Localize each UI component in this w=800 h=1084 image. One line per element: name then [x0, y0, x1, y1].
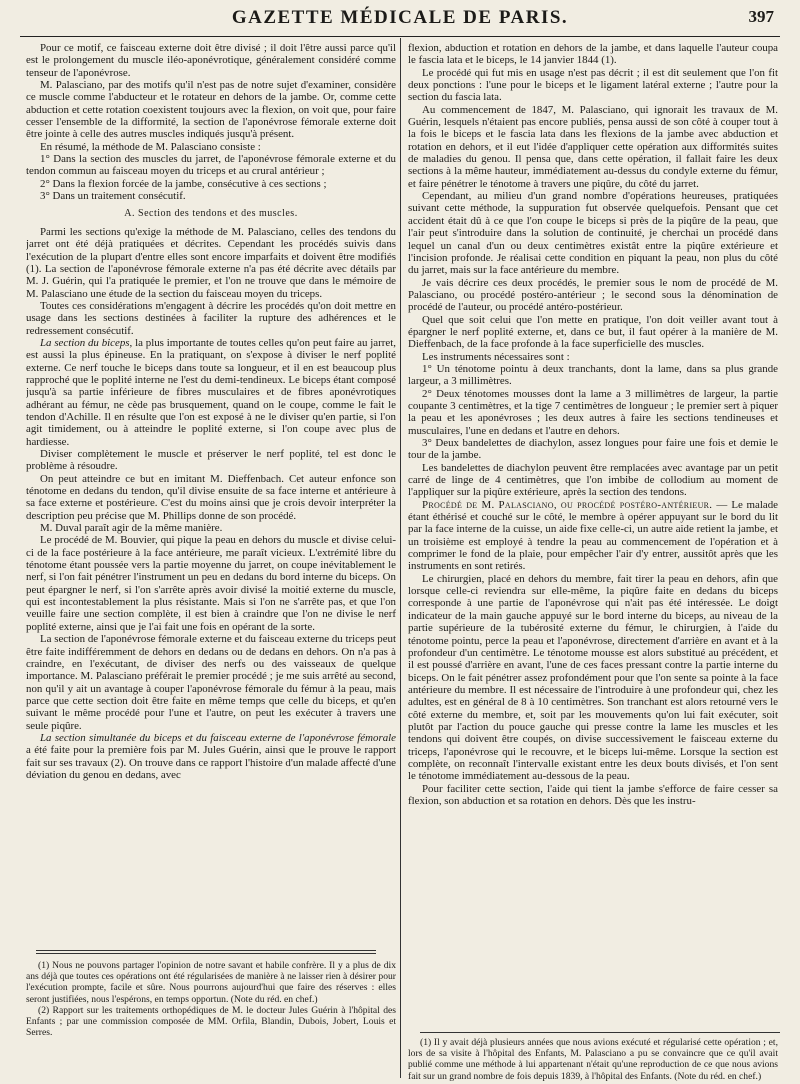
- italic-run: La section simultanée du biceps et du faisceau externe de l'aponévrose fémorale: [40, 731, 396, 744]
- left-footnotes: [26, 960, 396, 1038]
- footnote-rule: [420, 1032, 780, 1033]
- header-rule: [20, 36, 780, 37]
- paragraph: Cependant, au milieu d'un grand nombre d'opérations heureuses, pratiquées suivant cette méthode, la suppuration fut observée quelquefois. Pensant que cet accident était dû à ce que l'on coupe le biceps si près de la piqûre de la peau, que l'air peut s'introduire dans la solution de continuité, je cherchai un procédé dans lequel un canal d'un ou deux centimètres existât entre la piqûre extérieure et l'incision profonde. Je réalisai cette condition en piquant la peau, non plus du côté du jarret, mais sur la face antérieure du membre.: [408, 190, 778, 277]
- paragraph: Le procédé de M. Bouvier, qui pique la peau en dehors du muscle et divise celui-ci de la face postérieure à la face antérieure, me paraît vicieux. L'extrémité libre du ténotome étant poussée vers la partie moyenne du jarret, on coupe inévitablement le nerf, si l'on fait pénétrer l'instrument un peu en dedans du bord interne du biceps. On peut épargner le nerf, si l'on s'arrête après avoir divisé la moitié externe du muscle, qui est incontestablement la plus résistante. Mais si l'on ne s'arrête pas, et que l'on veuille faire une section complète, il est bien à craindre que l'on ne divise le nerf poplité externe, ainsi que je l'ai fait une fois en opérant de la sorte.: [26, 534, 396, 633]
- page-header: [0, 0, 800, 30]
- paragraph: Le procédé qui fut mis en usage n'est pas décrit ; il est dit seulement que l'on fit deux ponctions : l'une pour le biceps et le ligament latéral externe ; l'autre pour la section du fascia lata.: [408, 66, 778, 104]
- paragraph: 1° Dans la section des muscles du jarret, de l'aponévrose fémorale externe et du tendon commun au faisceau moyen du triceps et au crural antérieur ;: [26, 153, 396, 178]
- paragraph: M. Palasciano, par des motifs qu'il n'est pas de notre sujet d'examiner, considère ce muscle comme l'abducteur et le rotateur en dehors de la jambe. Or, comme cette abduction et cette rotation coexistent toujours avec la flexion, on voit que, pour faire cesser l'ensemble de la difformité, la section de l'aponévrose fémorale externe doit être jointe à celle des autres muscles indiqués jusqu'à présent.: [26, 79, 396, 141]
- paragraph-text: a été faite pour la première fois par M. Jules Guérin, ainsi que le prouve le rapport fait sur ses travaux (2). On trouve dans ce rapport l'histoire d'un malade affecté d'une déviation du genou en dedans, avec: [26, 744, 396, 781]
- paragraph: Pour faciliter cette section, l'aide qui tient la jambe s'efforce de faire cesser sa flexion, son abduction et sa rotation en dehors. Dès que les instru-: [408, 782, 778, 807]
- paragraph: Pour ce motif, ce faisceau externe doit être divisé ; il doit l'être aussi parce qu'il est le prolongement du muscle iléo-aponévrotique, généralement considéré comme tenseur de l'aponévrose.: [26, 42, 396, 79]
- paragraph: 1° Un ténotome pointu à deux tranchants, dont la lame, dans sa plus grande largeur, a 3 millimètres.: [408, 362, 778, 388]
- footnote-rule: [36, 950, 376, 951]
- paragraph: En résumé, la méthode de M. Palasciano consiste :: [40, 140, 261, 153]
- procedure-heading: Procédé de M. Palasciano, ou procédé postéro-antérieur. —: [422, 498, 728, 511]
- footnote: (2) Rapport sur les traitements orthopédiques de M. le docteur Jules Guérin à l'hôpital des Enfants ; par une commission composée de MM. Orfila, Blandin, Dubois, Jobert, Louis et Serres.: [26, 1004, 396, 1039]
- paragraph: Diviser complètement le muscle et préserver le nerf poplité, tel est donc le problème à résoudre.: [26, 448, 396, 473]
- paragraph: [26, 337, 396, 448]
- paragraph: flexion, abduction et rotation en dehors de la jambe, et dans laquelle l'auteur coupa le fascia lata et le biceps, le 14 janvier 1844 (1).: [408, 42, 778, 67]
- right-footnotes: [408, 1037, 778, 1082]
- footnote: (1) Il y avait déjà plusieurs années que nous avions exécuté et régularisé cette opération ; et, lors de sa visite à l'hôpital des Enfants, M. Palasciano a pu se convaincre que ce qu'il avait publié comme une méthode à lui appartenant n'était qu'une reproduction de ce que nous avions fait sur un grand nombre de fois depuis 1839, à l'hôpital des Enfants. (Note du réd. en chef.): [408, 1037, 778, 1082]
- italic-run: La section du biceps,: [40, 336, 133, 349]
- paragraph: [408, 499, 778, 573]
- paragraph: 2° Deux ténotomes mousses dont la lame a 3 millimètres de largeur, la partie coupante 3 centimètres, et la tige 7 centimètres de longueur ; le premier sert à piquer la peau et les aponévroses ; les deux autres à faire les sections tendineuses et musculaires, l'une en dedans et l'autre en dehors.: [408, 387, 778, 437]
- column-divider: [400, 38, 401, 1078]
- paragraph: [26, 732, 396, 781]
- paragraph: 2° Dans la flexion forcée de la jambe, consécutive à ces sections ;: [40, 177, 327, 190]
- paragraph: La section de l'aponévrose fémorale externe et du faisceau externe du triceps peut être faite indifféremment de dehors en dedans ou de dedans en dehors. On n'a pas à craindre, en l'exécutant, de diviser des nerfs ou des vaisseaux de quelque importance. M. Palasciano préférait le premier procédé ; je me suis arrêté au second, non qu'il y ait un avantage à couper l'aponévrose fémorale du fémur à la peau, mais parce que cette section doit être faite en même temps que celle du biceps, et qu'en suivant le même procédé pour l'une et l'autre, on peut les exécuter à travers une seule piqûre.: [26, 633, 396, 732]
- paragraph: Le chirurgien, placé en dehors du membre, fait tirer la peau en dehors, afin que lorsque celle-ci reviendra sur elle-même, la piqûre faite en dedans du biceps corresponde à une partie de l'aponévrose qui n'ait pas été intéressée. Le doigt indicateur de la main gauche appuyé sur le bord interne du biceps, au niveau de la partie supérieure de la tubérosité externe du fémur, le chirurgien, à l'aide du ténotome pointu, perce la peau et l'aponévrose, directement d'arrière en avant et à la profondeur d'un centimètre. Le ténotome mousse est alors substitué au précédent, et il est poussé d'arrière en avant, l'une de ces faces pressant contre la partie interne du biceps. On le fait pénétrer assez profondément pour que l'on sente sa pointe à la face antérieure du membre. Il est nécessaire de l'introduire à une profondeur qui, chez les adultes, est en général de 8 à 10 centimètres. Son tranchant est alors retourné vers le côté externe du membre, et, soit par les mouvements qu'on lui fait exécuter, soit plutôt par l'action du pouce gauche qui presse contre la lame les muscles et les tendons qui doivent être coupés, on divise successivement le faisceau externe du triceps, l'aponévrose qui le recouvre, et le biceps lui-même. Lorsque la section est complète, on reconnaît l'intervalle existant entre les deux bouts divisés, et l'on sent le ténotome immédiatement au-dessous de la peau.: [408, 572, 778, 783]
- paragraph: Les instruments nécessaires sont :: [422, 350, 570, 363]
- running-title: GAZETTE MÉDICALE DE PARIS.: [231, 7, 569, 28]
- footnote: (1) Nous ne pouvons partager l'opinion de notre savant et habile confrère. Il y a plus de dix ans déjà que toutes ces opérations ont été régularisées de manière à ne laisser rien à désirer pour l'exécution prompte, facile et sûre. Nous pourrons aujourd'hui que faire des réserves : elles seront justifiées, nous l'espérons, en temps opportun. (Note du réd. en chef.): [26, 960, 396, 1005]
- paragraph-text: Le malade étant éthérisé et couché sur le côté, le membre à opérer appuyant sur le bord du lit par la face interne de la cuisse, un aide fixe celle-ci, un autre aide retient la jambe, et un troisième est employé à tendre la peau au commencement de l'opération et à comprimer le fond de la plaie, pour empêcher l'air d'y entrer, aussitôt après que les instruments en sont retirés.: [408, 498, 778, 573]
- paragraph: Au commencement de 1847, M. Palasciano, qui ignorait les travaux de M. Guérin, lesquels n'étaient pas encore publiés, pensa aussi de son côté à couper tout à la fois le biceps et le fascia lata dans les flexions de la jambe avec abduction et rotation en dehors, et il eut l'idée d'appliquer cette opération aux difformités suites de maladies du genou. Il pensa que, dans cette opération, il fallait faire les deux sections à la même hauteur, immédiatement au-dessus du condyle externe du fémur, et faire pénétrer le ténotome à travers une piqûre, du côté du jarret.: [408, 103, 778, 190]
- paragraph: Toutes ces considérations m'engagent à décrire les procédés qu'on doit mettre en usage dans les sections destinées à faciliter la rupture des adhérences et le redressement consécutif.: [26, 299, 396, 337]
- paragraph: Quel que soit celui que l'on mette en pratique, l'on doit veiller avant tout à épargner le nerf poplité externe, et, dans ce but, il faut opérer à la manière de M. Dieffenbach, de la face profonde à la face superficielle des muscles.: [408, 313, 778, 351]
- page-number: 397: [748, 7, 774, 26]
- paragraph: Les bandelettes de diachylon peuvent être remplacées avec avantage par un petit carré de linge de 4 centimètres, que l'on imbibe de collodium au moment de l'appliquer sur la piqûre extérieure, après la section des tendons.: [408, 461, 778, 499]
- paragraph: M. Duval paraît agir de la même manière.: [40, 522, 223, 535]
- left-column: [26, 42, 396, 942]
- footnote-rule: [36, 953, 376, 954]
- paragraph-text: la plus importante de toutes celles qu'on peut faire au jarret, est aussi la plus épineuse. En la pratiquant, on s'expose à diviser le nerf poplité externe. Ce nerf touche le biceps dans toute sa longueur, et il en est beaucoup plus rapproché que le poplité interne ne l'est du demi-tendineux. Le biceps étant composé jusqu'à sa partie inférieure de fibres musculaires et de fibres aponévrotiques adhérant au fémur, ne cède pas brusquement, quand on le coupe, comme le fait le tendon d'Achille. Il en résulte que l'on est exposé à ne le diviser qu'en partie, si l'on agit timidement, ou à atteindre le poplité externe, si l'on coupe avec plus de hardiesse.: [26, 336, 396, 448]
- paragraph: Parmi les sections qu'exige la méthode de M. Palasciano, celles des tendons du jarret ont été déjà pratiquées et décrites. Cependant les procédés suivis dans l'exécution de la plupart d'entre elles sont encore imparfaits et doivent être modifiés (1). La section de l'aponévrose fémorale externe n'a pas été décrite avec détails par M. J. Guérin, qui l'a pratiquée le premier, et l'on ne trouve que dans le mémoire de M. Palasciano une étude de la section du faisceau moyen du triceps.: [26, 225, 396, 300]
- section-heading: A. Section des tendons et des muscles.: [124, 208, 298, 220]
- right-column: [408, 42, 778, 1046]
- paragraph: 3° Dans un traitement consécutif.: [40, 190, 186, 203]
- paragraph: Je vais décrire ces deux procédés, le premier sous le nom de procédé de M. Palasciano, ou procédé postéro-antérieur ; le second sous la dénomination de procédé de l'auteur, ou procédé antéro-postérieur.: [408, 276, 778, 314]
- paragraph: On peut atteindre ce but en imitant M. Dieffenbach. Cet auteur enfonce son ténotome en dedans du tendon, qu'il divise ensuite de sa face interne et antérieure à sa face externe et postérieure. C'est du moins ainsi que je crois devoir interpréter la description peu précise que M. Phillips donne de son procédé.: [26, 472, 396, 522]
- paragraph: 3° Deux bandelettes de diachylon, assez longues pour faire une fois et demie le tour de la jambe.: [408, 437, 778, 462]
